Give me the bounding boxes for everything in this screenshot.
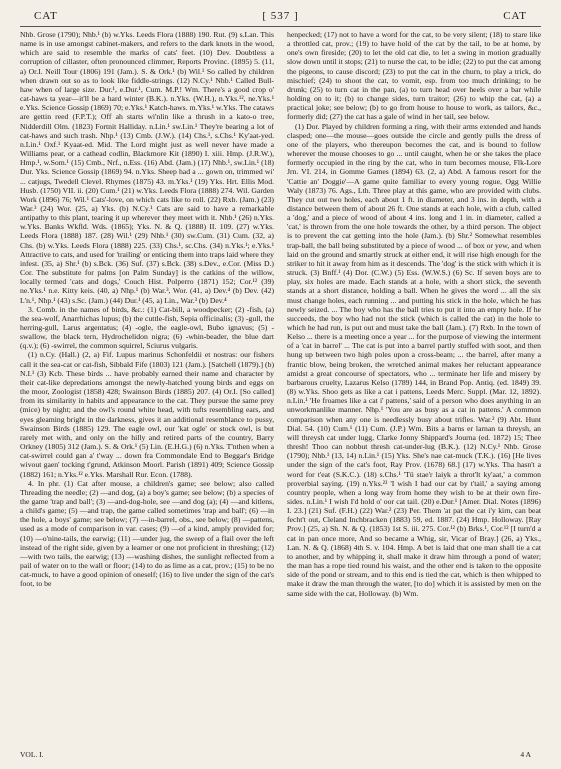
entry-paragraph: 4. In phr. (1) Cat after mouse, a children's game; see below; also called Threading the needle; (2) —and dog, (a) a boy's game; see below; (b) a species of the game 'trap and ball'; (3) —and-dog-hole, see —and dog (a); (4) —and kitlens, a child's game; (5) —and trap, the game called sometimes 'trap and ball'; (6) —in the hole, a boys' game; see below; (7) —in-barrel, obs., see below; (8) —pattens, used as a mode of comparison in var. cases; (9) —of a kind, amply provided for; (10) —o'nine-tails, the earwig; (11) —under jug, the sweep of a flail over the left instead of the right side, given by a learner or one not proficient in threshing; (12) —with two tails, the earwig; (13) —washing dishes, the sunlight reflected from a pail of water on to the wall or floor; (14) to do as lime as a cat, prov.; (15) to be no cat-muck, to have a good opinion of oneself; (16) to live under the sign of the cat's foot, to be	[20, 478, 274, 589]
running-head-left: CAT	[34, 10, 58, 22]
entry-paragraph: henpecked; (17) not to have a word for the cat, to be very silent; (18) to stare like a throttled cat, prov.; (19) to have hold of the cat by the tail, to be at home, by one's own fireside; (20) to let the old cat die, to let a swing in motion gradually slow down until it stops; (21) to nurse the cat, to be idle; (22) to put the cat among the pigeons, to cause discord; (23) to put the cat in the churn, to play a trick, do mischief; (24) to shoot the cat, to vomit, esp. from too much drinking; to be drunk; (25) to turn cat in the pan, (a) to turn head over heels over a bar while holding on to it; (b) to change sides, turn traitor; (26) to whip the cat, (a) a practical joke; see below; (b) to go from house to house to work, as tailors, &c., formerly did; (27) the cat has a gale of wind in her tail, see below.	[287, 30, 541, 122]
left-column	[20, 30, 274, 745]
header-rule	[20, 26, 541, 27]
page-header	[20, 10, 541, 26]
right-column	[287, 30, 541, 745]
entry-paragraph: (1) Dor. Played by children forming a ring, with their arms extended and hands clasped; one—the mouse—goes outside the circle and gently pulls the dress of one of the players, who thereupon becomes the cat, and is bound to follow wherever the mouse chooses to go ... until caught, when he or she takes the place formerly occupied in the ring by the cat, who in turn becomes mouse, Flk-Lore Jrn. VI. 214, in Gomme Games (1894) 63. (2, a) Abd. A famous resort for the 'Cattie an' Doggie'—A game quite familiar to every young rogue, Ogg Willie Waly (1873) 76. Ags., Lth. Three play at this game, who are provided with clubs. They cut out two holes, each about 1 ft. in diameter, and 3 ins. in depth, with a distance between them of about 26 ft. One stands at each hole, with a club, called a 'dog,' and a piece of wood of about 4 ins. long and 1 in. in diameter, called a 'cat,' is thrown from the one hole towards the other, by a third person. The object is to prevent the cat getting into the hole (Jam.). (b) Shr.² Somewhat resembles trap-ball, the ball being substituted by a piece of wood ... of box or yew, and when laid on the ground and smartly struck at either end, it will rise high enough for the striker to hit it away from him as it descends. The 'dog' is the stick with which it is struck. (3) Bnff.¹ (4) Dor. (C.W.) (5) Ess. (W.W.S.) (6) Sc. If seven boys are to play, six holes are made. Each stands at a hole, with a short stick, the seventh stands at a short distance, holding a ball. When he gives the word ... all the six must change holes, each running ... and putting his stick in the hole, which he has newly seized. ... The boy who has the ball tries to put it into an empty hole. If he succeeds, the boy who had not the stick (which is called the cat) in the hole to which he had run, is put out and must take the ball (Jam.). (7) Rxb. In the town of Kelso ... there is a meeting once a year ... for the purpose of viewing the interment of a 'cat in barrel' ... The cat is put into a barrel partly stuffed with soot, and then hung up between two high poles upon a cross-beam; ... the barrel, after many a frantic blow, being broken, the wretched animal makes her reluctant appearance amidst a great concourse of spectators, who ... terminate her life and misery by barbarous cruelty, Lazarus Kelso (1789) 144, in Brand Pop. Antiq. (ed. 1849) 39. (8) w.Yks. Shoo gets as like a cat i pattens, Leeds Merc. Suppl. (Mar. 12, 1892). n.Lin.¹ 'He froames like a cat i' pattens,' said of a person who does anything in an unworkmanlike manner. Nhp.¹ 'You are as busy as a cat in pattens.' A common comparison when any one is needlessly busy about trifles. War.² (9) Abt. Hunt Dial. 54. (10) Cum.¹ (11) Cum. (J.P.) Wm. Bits a barns er larnan ta threysh, an will threysh cat under lugg, Clarke Jonny Shippard's Journa (ed. 1872) 15; Thee thresh! Thoo can nobbut thresh cat-under-lug (B.K.). (12) N.Cy.¹ Nhb. Grose (1790); Nhb.¹ (13, 14) n.Lin.¹ (15) Yks. She's nae cat-muck (T.K.). (16) [He lives under the sign of the cat's foot, Ray Prov. (1678) 68.] (17) w.Yks. Tha hasn't a word for t'eat (S.K.C.). (18) s.Chs.¹ 'Tü stae'r laiyk a throt'lt ky'aat,' a common proverbial saying. (19) n.Yks.²³ 'I wish I had our cat by t'tail,' a saying among country people, when a long way from home they wish to be at their own fire-sides. n.Lin.¹ I wish I'd hold o' oor cat tail. (20) e.Dur.¹ [Amer. Dial. Notes (1896) I. 23.] (21) Suf. (F.H.) (22) War.² (23) Per. Them 'at pat the cat i'y kirn, can beat fecht't out, Cleland Inchbracken (1883) 59, ed. 1887. (24) Hmp. Holloway. [Ray Prov.] (25, a) Sh. N. & Q. (1853) 1st S. iii. 275. Cor.¹² (b) Brks.¹, Cor.¹² [I turn'd a cat in pan once more, And so became a Whig, sir, Vicar of Bray.] (26, a) Yks., Lan. N. & Q. (1868) 4th S. v. 104. Hmp. A bet is laid that one man shall tie a cat to another, and by whipping it, shall make it draw him through a pond of water; the man has a rope tied round his waist, and the other end is taken to the opposite side of the pond or stream, and to this end is tied the cat, which is then whipped to make it draw the man through the water, [to do] which it is assisted by men on the same side with the cat, Holloway. (b) Wm.	[287, 121, 541, 598]
running-head-right: CAT	[503, 10, 527, 22]
entry-paragraph: (1) n.Cy. (Hall.) (2, a) Fif. Lupus marinus Schonfeldii et nostras: our fishers call it the sea-cat or cat-fish, Sibbald Fife (1803) 121 (Jam.). [Satchell (1879).] (b) N.I.¹ (3) Kcb. These birds ... have probably earned their name and character by their cat-like depredations amongst the newly-hatched young birds and eggs on the moor, Zoologist (1858) 428; Swainson Birds (1885) 207. (4) Or.I. [So called] from its similarity in habits and appearance to the cat. They pursue the same prey (mice) by night; and the owl's round white head, with tufts resembling ears, and eyes gleaming bright in the darkness, gives it an additional resemblance to pussy, Swainson Birds (1885) 129. The eagle owl, our 'kat ogle' or stock owl, is but rarely met with, and only on the hilly and retired parts of the country, Barry Orkney (1805) 312 (Jam.). S. & Ork.¹ (5) Lin. (E.H.G.) (6) n.Yks. T'nthen when a cat-swirrel could gan a' t'way ... down fra Commondale End to Beggar's Bridge wivout gaen' tocking t'grund, Atkinson Moorl. Parish (1891) 409; Science Gossip (1882) 161; n.Yks.¹² e.Yks. Marshall Rur. Econ. (1788).	[20, 350, 274, 479]
entry-paragraph: 3. Comb. in the names of birds, &c.: (1) Cat-bill, a woodpecker; (2) -fish, (a) the sea-wolf, Anarrhichas lupus; (b) the cuttle-fish, Sepia officinalis; (3) -gull, the herring-gull, Larus argentatus; (4) -ogle, the eagle-owl, Bubo ignavus; (5) -swallow, the black tern, Hydrochelidon nigra; (6) -whin-beader, the blue dart (q.v.); (6) -swirrel, the common squirrel, Sciurus vulgaris.	[20, 304, 274, 351]
page-footer	[20, 750, 541, 762]
volume-label: VOL. I.	[20, 750, 44, 759]
signature-mark: 4 A	[520, 750, 531, 759]
page-number: [ 537 ]	[262, 10, 299, 22]
entry-paragraph: Nhb. Grose (1790); Nhb.¹ (b) w.Yks. Leeds Flora (1888) 190. Rut. (9) s.Lan. This name is in use amongst cabinet-makers, and refers to the dark knots in the wood, which are said to resemble the marks of cats' feet. (10) Dev. Doubtless a corruption of cillaster, often pronounced climmer, Reports Provinc. (1895) 5. (11, a) Or.I. Neill Tour (1806) 191 (Jam.). S. & Ork.¹ (b) Wil.¹ So called by children when drawn out so as to look like fiddle-strings. (12) N.Cy.¹ Nhb.¹ Called Bull-haw when of large size. Dur.¹, e.Dur.¹, Cum. M.P.! Wm. There's a good crop o' cat-haws ta year—it'll be a hard winter (B.K.). n.Yks. (W.H.), n.Yks.¹², ne.Yks.¹ e.Yks. Science Gossip (1869) 70; e.Yks.¹ Katch-haws. m.Yks.¹ w.Yks. The cataws are gettin reed (F.P.T.); Off ah starts wi'nlin like a thrush in a kato-o tree, Nidderdill Olm. (1823) Fortnit Halliday. n.Lin.¹ sw.Lin.¹ They're bearing a lot of cat-haws and such trash. Nhp.¹ (13) Cmb. (J.W.). (14) Chs.¹, s.Chs.¹ Ky'aat-yed. n.Lin.¹ Oxf.¹ Kyaat-ed. Mid. The Lord might just as well never have made a Williams pear, or a cathead codlin, Blackmore Kit (1890) I. xiii. Hmp. (J.R.W.), Hmp.¹, w.Som.¹ (15) Cmb., Nrf., n.Ess. (16) Abd. (Jam.) (17) Nhb.¹, sw.Lin.¹ (18) Dur. Yks. Science Gossip (1869) 94. n.Yks. Sheep had a ... gown on, trimmed wi' ... catjugs, Twedell Clevel. Rhymes (1875) 43. m.Yks.¹ (19) Yks. Hrt. Ellis Mod. Husb. (1750) VII. ii. (20) Cum.¹ (21) w.Yks. Leeds Flora (1888) 274. Wil. Garden Work (1896) 76; Wil.¹ Cats'-love, on which cats like to roll. (22) Rxb. (Jam.) (23) War.³ (24) Wor. (25, a) Yks. (b) N.Cy.¹ Cats are said to have a remarkable antipathy to this plant, tearing it up wherever they meet with it. Nhb.¹ (26) n.Yks. w.Yks. Banks Wkfld. Wds. (1865); Yks. N. & Q. (1888) II. 109. (27) w.Yks. Leeds Flora (1888) 187. (28) Wil.¹ (29) Nhb.¹ (30) sw.Cum. (31) Cum. (32, a) Chs. (b) w.Yks. Leeds Flora (1888) 225. (33) Chs.¹, sc.Chs. (34) n.Yks.¹; e.Yks.¹ Attractive to cats, and used for 'trailing' or enticing them into traps laid where they infest. (35, a) Shr.¹ (b) s.Bck. (36) Suf. (37) s.Bck. (38) s.Dev., e.Cor. (Miss D.) Cor. The substitute for palms [on Palm Sunday] is the catkins of the willow, locally termed 'cats and dogs,' Couch Hist. Polperro (1871) 152; Cor.¹² (39) ne.Yks.¹ n.e. Kitty keis. (40, a) Nhp.¹ (b) War.³, Wor. (41, a) Dev.⁴ (b) Dev. (42) L'n.¹, Nhp.¹ (43) s.Sc. (Jam.) (44) Dur.¹ (45, a) Lin., War.³ (b) Dev.⁴	[20, 30, 274, 305]
